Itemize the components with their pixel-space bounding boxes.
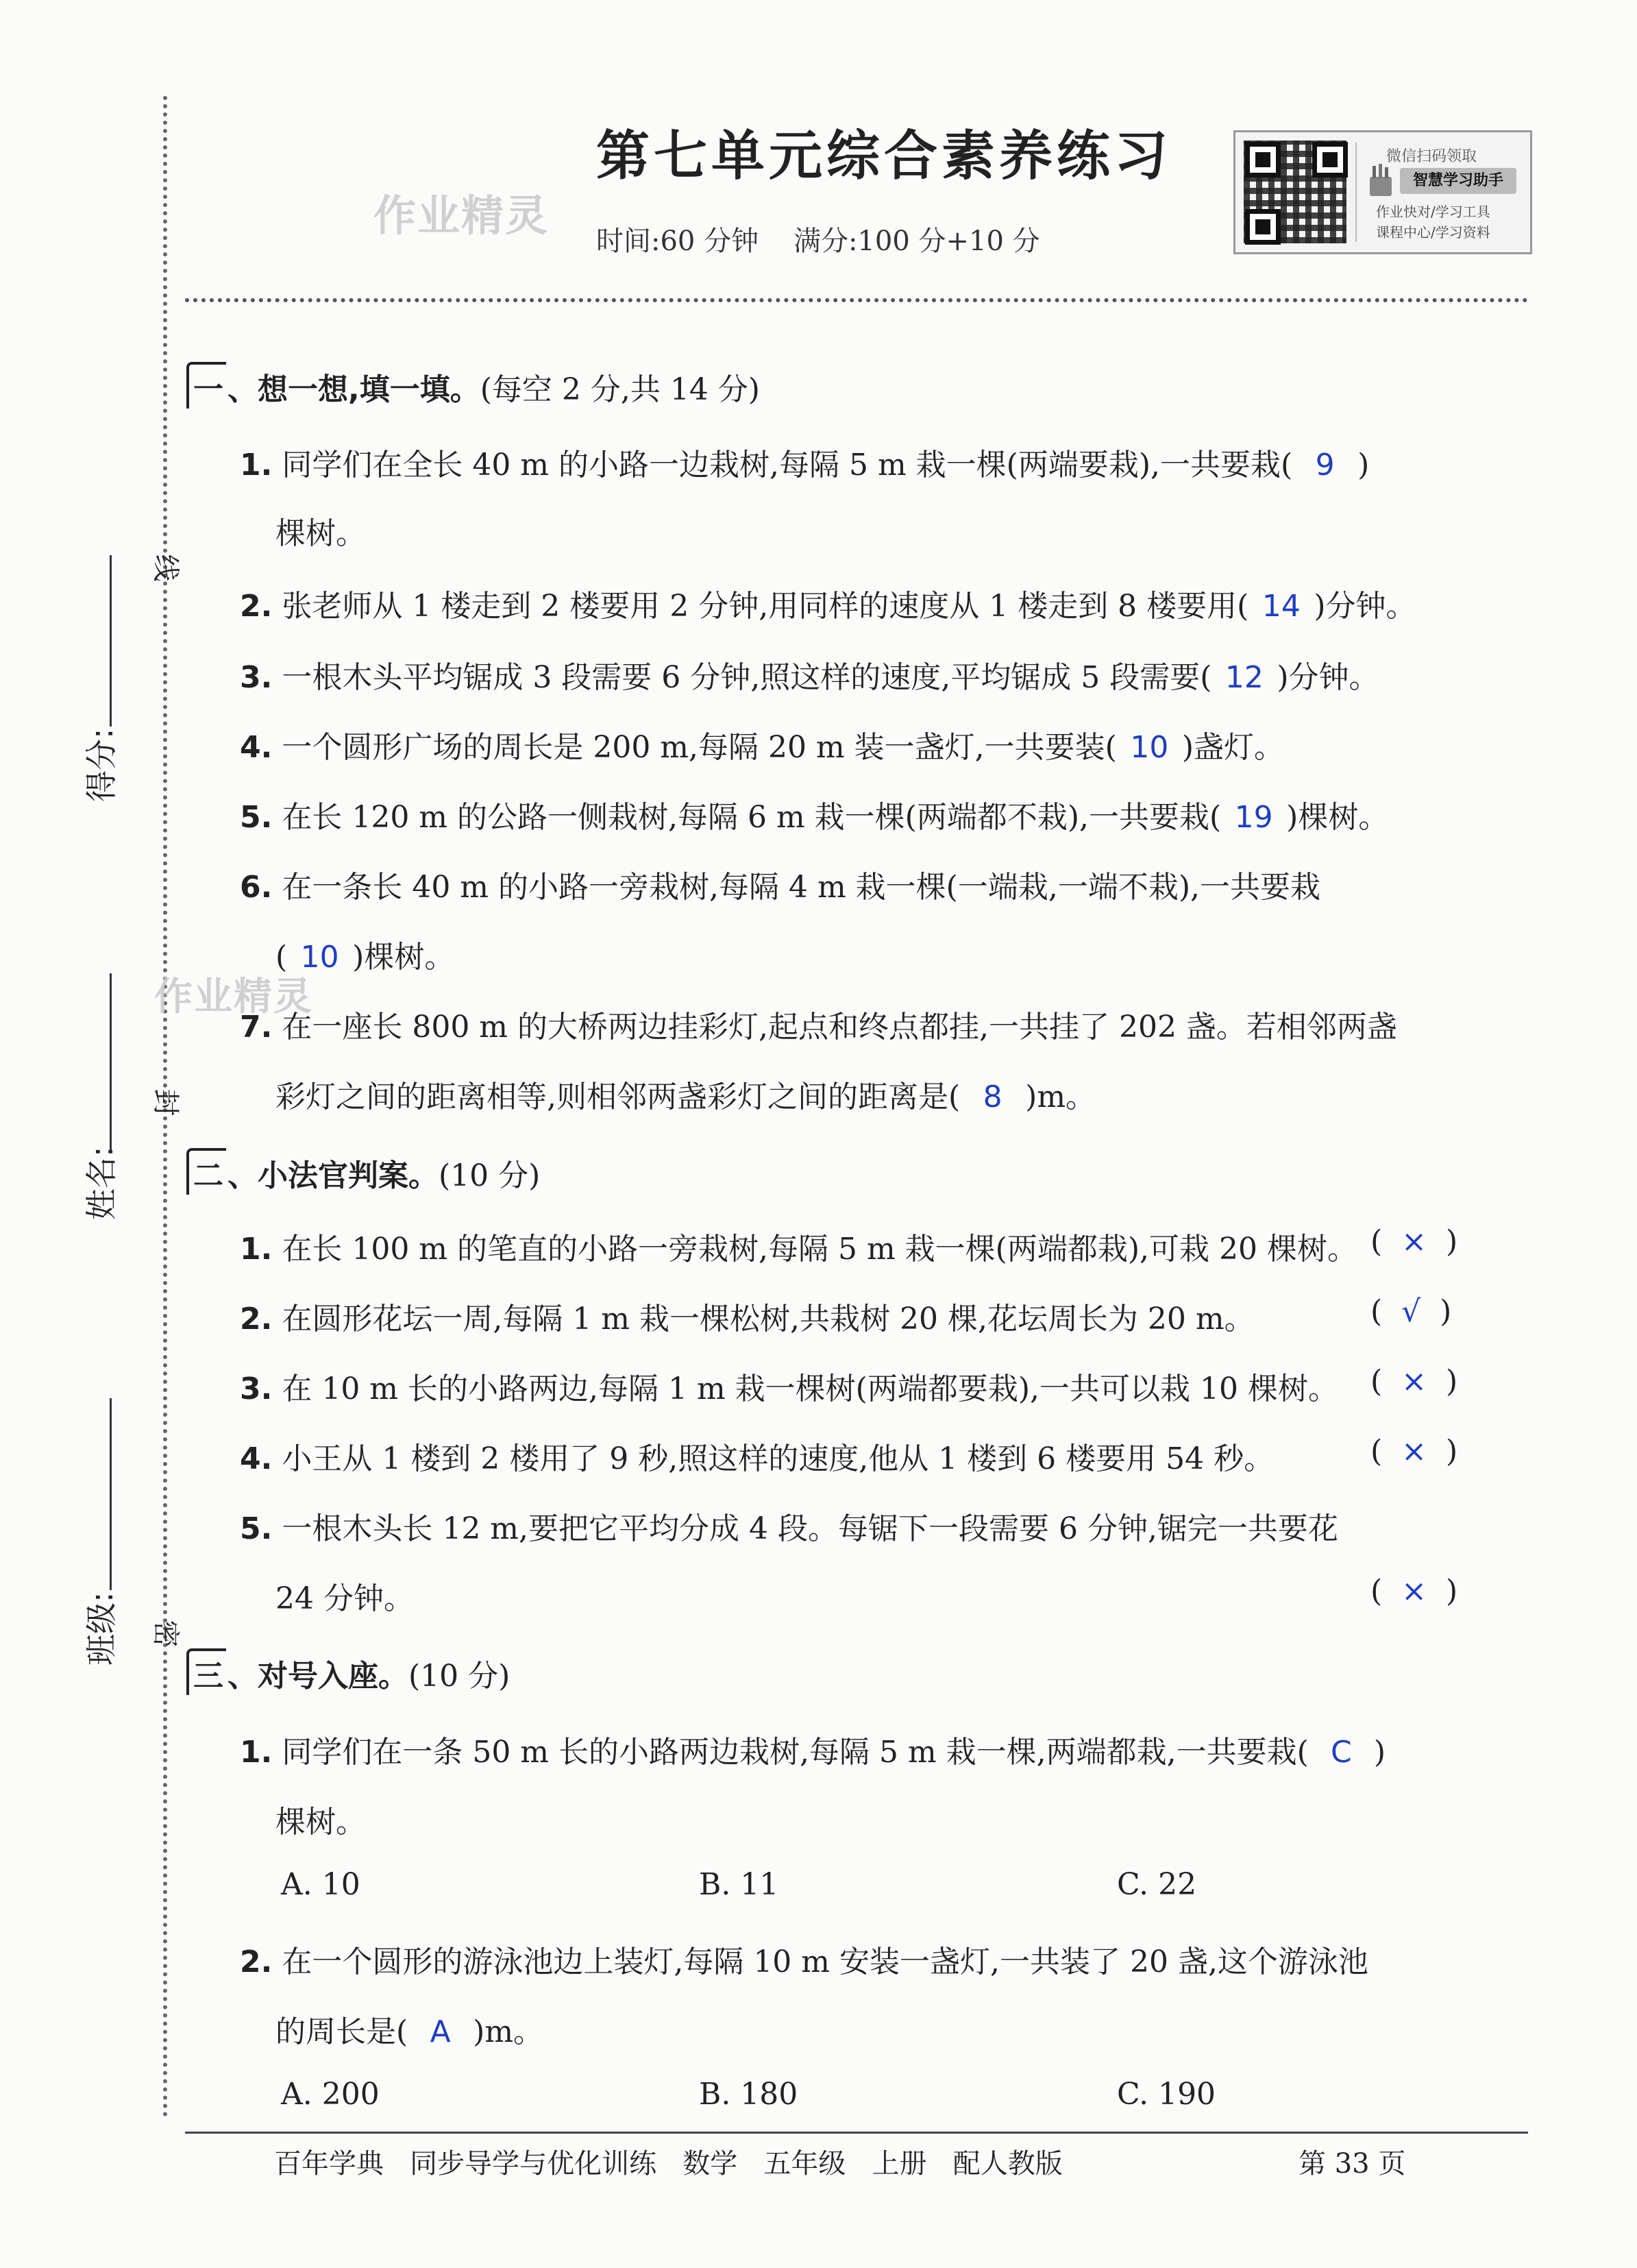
judge-answer[interactable]: × xyxy=(1401,1224,1427,1259)
list-item: 3. 一根木头平均锯成 3 段需要 6 分钟,照这样的速度,平均锯成 5 段需要( 12 )分钟。 xyxy=(240,660,1379,695)
page-number: 第 33 页 xyxy=(1298,2148,1406,2180)
judge-answer[interactable]: × xyxy=(1401,1364,1427,1399)
pencil-cup-icon xyxy=(1366,163,1396,197)
seal-mark-line: 线 xyxy=(149,554,182,582)
list-item: 1. 同学们在全长 40 m 的小路一边栽树,每隔 5 m 栽一棵(两端要栽),一共要栽( 9 ) xyxy=(240,448,1370,483)
answer-blank[interactable]: 19 xyxy=(1234,800,1273,835)
name-label: 姓名: xyxy=(83,1146,120,1220)
judge-paren: ( × ) xyxy=(1370,1574,1458,1609)
option-a[interactable]: A. 10 xyxy=(281,1867,360,1902)
list-item: 1. 在长 100 m 的笔直的小路一旁栽树,每隔 5 m 栽一棵(两端都栽),可栽 20 棵树。 xyxy=(240,1232,1357,1267)
option-b[interactable]: B. 180 xyxy=(699,2077,798,2112)
qr-finder-icon xyxy=(1245,209,1281,245)
qr-panel xyxy=(1233,130,1532,254)
answer-blank[interactable]: A xyxy=(430,2014,451,2049)
qr-finder-icon xyxy=(1245,142,1281,178)
question-continuation: 24 分钟。 xyxy=(275,1581,414,1616)
list-item: 3. 在 10 m 长的小路两边,每隔 1 m 栽一棵树(两端都要栽),一共可以栽 10 棵树。 xyxy=(240,1371,1338,1406)
answer-blank[interactable]: C xyxy=(1330,1735,1352,1770)
list-item: 5. 一根木头长 12 m,要把它平均分成 4 段。每锯下一段需要 6 分钟,锯完一共要花 xyxy=(240,1511,1338,1546)
option-c[interactable]: C. 22 xyxy=(1117,1867,1197,1902)
list-item: 5. 在长 120 m 的公路一侧栽树,每隔 6 m 栽一棵(两端都不栽),一共要栽( 19 )棵树。 xyxy=(240,800,1389,835)
question-continuation: 棵树。 xyxy=(275,1805,366,1840)
seal-mark-secret: 密 xyxy=(149,1620,182,1648)
footer-text: 百年学典 同步导学与优化训练 数学 五年级 上册 配人教版 xyxy=(274,2148,1063,2180)
qr-finder-icon xyxy=(1312,142,1348,178)
option-c[interactable]: C. 190 xyxy=(1117,2077,1216,2112)
section-3-title: 三 、对号入座。(10 分) xyxy=(186,1648,510,1695)
answer-blank[interactable]: 9 xyxy=(1315,448,1335,483)
score-blank[interactable] xyxy=(110,555,112,727)
answer-blank[interactable]: 10 xyxy=(1130,730,1169,765)
list-item: 4. 小王从 1 楼到 2 楼用了 9 秒,照这样的速度,他从 1 楼到 6 楼要用 54 秒。 xyxy=(240,1441,1275,1476)
question-continuation: 彩灯之间的距离相等,则相邻两盏彩灯之间的距离是( 8 )m。 xyxy=(275,1080,1096,1114)
option-b[interactable]: B. 11 xyxy=(699,1867,779,1902)
judge-paren: ( × ) xyxy=(1370,1224,1458,1259)
judge-paren: ( × ) xyxy=(1370,1434,1458,1469)
question-continuation: ( 10 )棵树。 xyxy=(275,940,455,975)
qr-caption: 微信扫码领取 xyxy=(1386,148,1477,165)
list-item: 7. 在一座长 800 m 的大桥两边挂彩灯,起点和终点都挂,一共挂了 202 盏。若相邻两盏 xyxy=(240,1010,1397,1045)
score-label: 得分: xyxy=(83,728,120,802)
class-blank[interactable] xyxy=(110,1398,112,1590)
list-item: 2. 在圆形花坛一周,每隔 1 m 栽一棵松树,共栽树 20 棵,花坛周长为 20 m。 xyxy=(240,1302,1255,1337)
qr-badge: 智慧学习助手 xyxy=(1400,168,1516,194)
header-divider xyxy=(185,298,1528,302)
name-blank[interactable] xyxy=(110,973,112,1151)
watermark: 作业精灵 xyxy=(373,191,550,241)
list-item: 4. 一个圆形广场的周长是 200 m,每隔 20 m 装一盏灯,一共要装( 10 )盏灯。 xyxy=(240,730,1285,765)
page-title: 第七单元综合素养练习 xyxy=(596,125,1172,187)
judge-answer[interactable]: × xyxy=(1401,1574,1427,1609)
qr-feature-1: 作业快对/学习工具 xyxy=(1376,204,1490,220)
list-item: 2. 在一个圆形的游泳池边上装灯,每隔 10 m 安装一盏灯,一共装了 20 盏,这个游泳池 xyxy=(240,1944,1368,1979)
list-item: 6. 在一条长 40 m 的小路一旁栽树,每隔 4 m 栽一棵(一端栽,一端不栽),一共要栽 xyxy=(240,870,1320,905)
footer-divider xyxy=(185,2132,1528,2134)
answer-blank[interactable]: 10 xyxy=(300,940,339,975)
qr-feature-2: 课程中心/学习资料 xyxy=(1376,224,1490,241)
judge-answer[interactable]: √ xyxy=(1401,1294,1421,1329)
question-continuation: 的周长是( A )m。 xyxy=(275,2014,544,2049)
judge-answer[interactable]: × xyxy=(1401,1434,1427,1469)
question-continuation: 棵树。 xyxy=(275,516,366,551)
answer-blank[interactable]: 12 xyxy=(1224,660,1264,695)
judge-paren: ( √ ) xyxy=(1370,1294,1452,1329)
list-item: 1. 同学们在一条 50 m 长的小路两边栽树,每隔 5 m 栽一棵,两端都栽,一共要栽( C ) xyxy=(240,1735,1386,1770)
exam-info: 时间:60 分钟 满分:100 分+10 分 xyxy=(596,225,1040,257)
watermark-2: 作业精灵 xyxy=(154,975,313,1019)
option-a[interactable]: A. 200 xyxy=(281,2077,380,2112)
judge-paren: ( × ) xyxy=(1370,1364,1458,1399)
class-label: 班级: xyxy=(83,1592,120,1666)
answer-blank[interactable]: 8 xyxy=(983,1080,1002,1114)
section-1-title: 一 、想一想,填一填。(每空 2 分,共 14 分) xyxy=(186,362,760,409)
qr-divider xyxy=(1355,143,1357,242)
section-2-title: 二 、小法官判案。(10 分) xyxy=(186,1148,540,1195)
list-item: 2. 张老师从 1 楼走到 2 楼要用 2 分钟,用同样的速度从 1 楼走到 8 楼要用( 14 )分钟。 xyxy=(240,589,1416,624)
answer-blank[interactable]: 14 xyxy=(1261,589,1301,624)
seal-mark-seal: 封 xyxy=(149,1088,182,1117)
